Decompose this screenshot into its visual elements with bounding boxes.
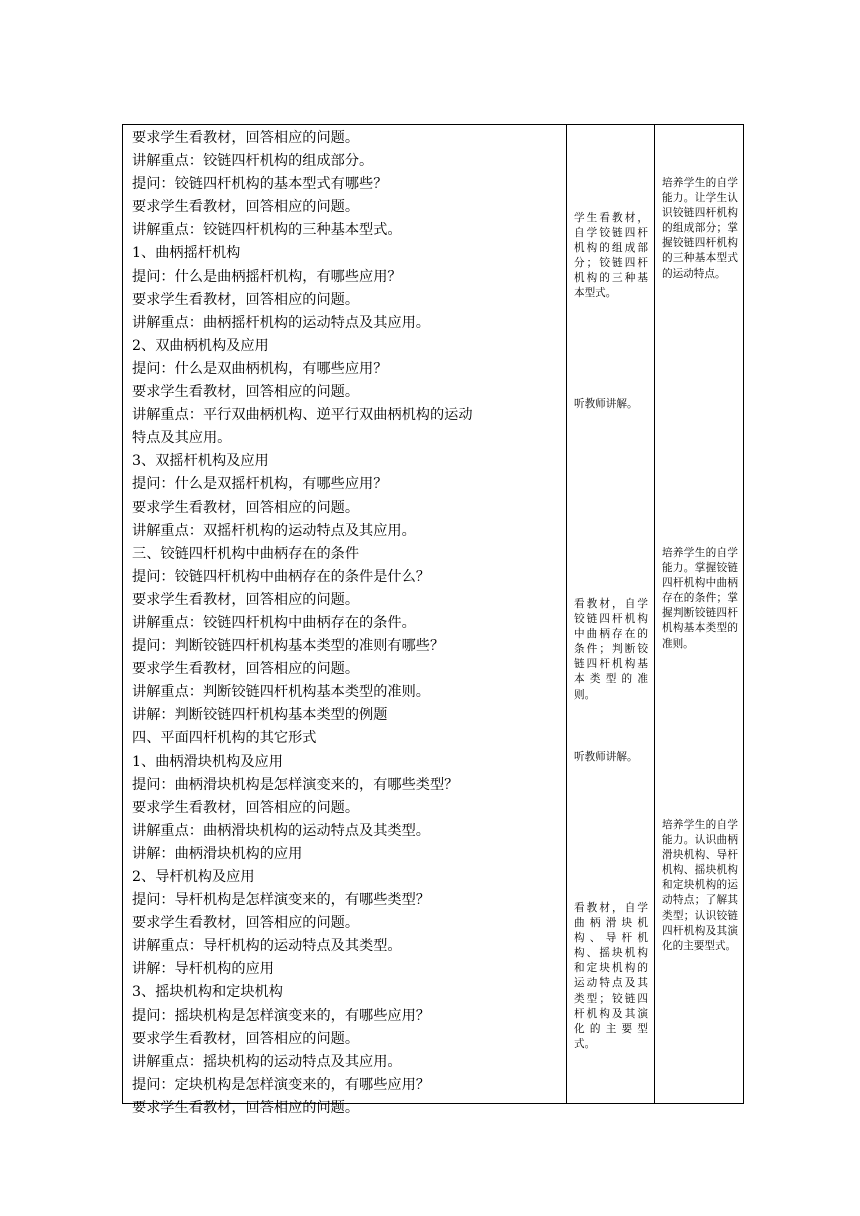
content-line: 提问：曲柄滑块机构是怎样演变来的，有哪些类型？ (132, 776, 459, 793)
content-line: 讲解重点：导杆机构的运动特点及其类型。 (132, 938, 402, 955)
content-line: 提问：铰链四杆机构中曲柄存在的条件是什么？ (132, 568, 430, 585)
content-line: 提问：什么是曲柄摇杆机构，有哪些应用？ (132, 268, 402, 285)
content-line: 要求学生看教材，回答相应的问题。 (132, 130, 360, 146)
content-line: 讲解重点：铰链四杆机构中曲柄存在的条件。 (132, 614, 416, 631)
content-line: 1、曲柄滑块机构及应用 (132, 753, 283, 770)
content-line: 要求学生看教材，回答相应的问题。 (132, 291, 360, 308)
design-intent-3: 培养学生的自学能力。认识曲柄滑块机构、导杆机构、摇块机构和定块机构的运动特点；了解其类型；认识铰链四杆机构及其演化的主要型式。 (662, 819, 738, 952)
content-line: 讲解重点：曲柄滑块机构的运动特点及其类型。 (132, 822, 430, 839)
content-line: 讲解重点：曲柄摇杆机构的运动特点及其应用。 (132, 314, 430, 331)
content-line: 2、导杆机构及应用 (132, 869, 255, 885)
design-intent-1: 培养学生的自学能力。让学生认识铰链四杆机构的组成部分；掌握铰链四杆机构的三种基本型式的运动特点。 (662, 177, 738, 280)
content-line: 要求学生看教材，回答相应的问题。 (132, 915, 360, 932)
content-line: 提问：判断铰链四杆机构基本类型的准则有哪些？ (132, 638, 445, 655)
content-line: 讲解重点：铰链四杆机构的组成部分。 (132, 153, 374, 170)
content-line: 要求学生看教材，回答相应的问题。 (132, 384, 360, 401)
student-activity-3: 看教材，自学铰链四杆机构中曲柄存在的条件；判断铰链四杆机构基本类型的准则。 (574, 598, 648, 701)
design-intent-2: 培养学生的自学能力。掌握铰链四杆机构中曲柄存在的条件；掌握判断铰链四杆机构基本类型的准则。 (662, 547, 738, 650)
content-line: 要求学生看教材，回答相应的问题。 (132, 661, 360, 678)
content-line: 2、双曲柄机构及应用 (132, 337, 269, 354)
content-line: 特点及其应用。 (132, 430, 232, 447)
teaching-content-column (132, 127, 562, 1120)
content-line: 要求学生看教材，回答相应的问题。 (132, 799, 360, 816)
content-line: 讲解重点：摇块机构的运动特点及其应用。 (132, 1053, 402, 1070)
content-line: 讲解：曲柄滑块机构的应用 (132, 845, 303, 862)
content-line: 提问：铰链四杆机构的基本型式有哪些？ (132, 176, 388, 193)
column-divider (654, 125, 655, 1103)
content-line: 提问：定块机构是怎样演变来的，有哪些应用？ (132, 1076, 430, 1093)
content-line: 提问：导杆机构是怎样演变来的，有哪些类型？ (132, 892, 430, 909)
student-activity-5: 看教材，自学曲柄滑块机构、导杆机构、摇块机构和定块机构的运动特点及其类型；铰链四杆机构及其演化的主要型式。 (574, 902, 648, 1050)
content-line: 三、铰链四杆机构中曲柄存在的条件 (132, 545, 360, 562)
content-line: 提问：摇块机构是怎样演变来的，有哪些应用？ (132, 1007, 430, 1024)
lesson-plan-table (122, 124, 744, 1116)
content-line: 要求学生看教材，回答相应的问题。 (132, 1030, 360, 1047)
content-line: 四、平面四杆机构的其它形式 (132, 730, 317, 747)
column-divider (566, 125, 567, 1103)
content-line: 讲解重点：判断铰链四杆机构基本类型的准则。 (132, 684, 430, 701)
content-line: 3、摇块机构和定块机构 (132, 984, 283, 1001)
content-line: 讲解重点：平行双曲柄机构、逆平行双曲柄机构的运动 (132, 407, 473, 424)
content-line: 讲解：判断铰链四杆机构基本类型的例题 (132, 707, 388, 724)
student-activity-4: 听教师讲解。 (574, 751, 638, 763)
content-line: 要求学生看教材，回答相应的问题。 (132, 1099, 360, 1116)
student-activity-1: 学生看教材，自学铰链四杆机构的组成部分；铰链四杆机构的三种基本型式。 (574, 212, 648, 300)
content-line: 要求学生看教材，回答相应的问题。 (132, 499, 360, 516)
student-activity-2: 听教师讲解。 (574, 398, 638, 410)
content-line: 提问：什么是双摇杆机构，有哪些应用？ (132, 476, 388, 493)
content-line: 讲解重点：铰链四杆机构的三种基本型式。 (132, 222, 402, 239)
content-line: 讲解：导杆机构的应用 (132, 961, 274, 978)
content-line: 3、双摇杆机构及应用 (132, 453, 269, 470)
content-line: 讲解重点：双摇杆机构的运动特点及其应用。 (132, 522, 416, 539)
content-line: 提问：什么是双曲柄机构，有哪些应用？ (132, 360, 388, 377)
content-line: 要求学生看教材，回答相应的问题。 (132, 199, 360, 216)
content-line: 要求学生看教材，回答相应的问题。 (132, 591, 360, 608)
content-line: 1、曲柄摇杆机构 (132, 245, 241, 262)
